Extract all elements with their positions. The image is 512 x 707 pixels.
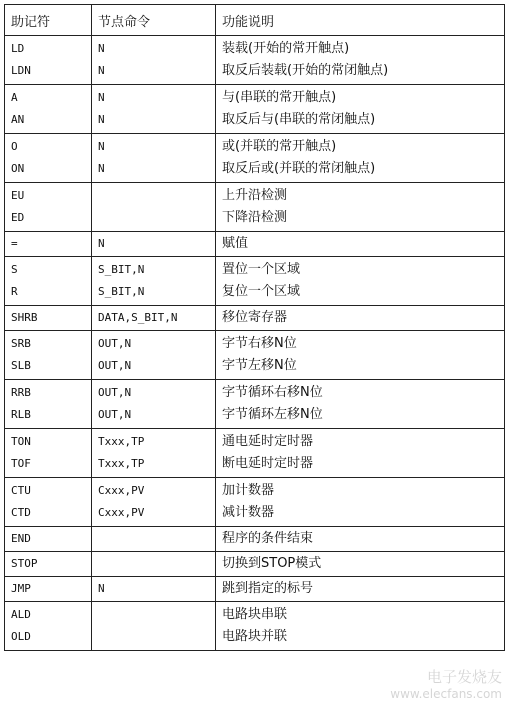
function-text: 加计数器	[222, 483, 275, 498]
table-row	[5, 577, 505, 602]
node-command-text: N	[98, 582, 105, 595]
table-row	[5, 331, 505, 380]
function-cell	[216, 257, 505, 306]
mnemonic-text: ED	[11, 211, 25, 224]
watermark-name: 电子发烧友	[426, 668, 502, 686]
header-node-command: 节点命令	[92, 5, 216, 36]
mnemonic-text: TON	[11, 435, 31, 448]
function-text: 字节循环左移N位	[222, 407, 323, 422]
node-command-cell	[92, 183, 216, 232]
function-text: 或(并联的常开触点)	[222, 139, 337, 154]
function-text: 装载(开始的常开触点)	[222, 41, 350, 56]
node-command-text: Cxxx,PV	[98, 484, 145, 497]
function-text: 电路块并联	[222, 629, 288, 644]
function-text: 跳到指定的标号	[222, 581, 314, 596]
mnemonic-cell	[5, 306, 92, 331]
function-text: 与(串联的常开触点)	[222, 90, 337, 105]
node-command-cell	[92, 527, 216, 552]
function-text: 字节右移N位	[222, 336, 297, 351]
function-text: 移位寄存器	[222, 310, 288, 325]
function-text: 电路块串联	[222, 607, 288, 622]
table-row	[5, 602, 505, 651]
mnemonic-text: O	[11, 140, 18, 153]
mnemonic-text: S	[11, 263, 18, 276]
node-command-cell	[92, 552, 216, 577]
mnemonic-cell	[5, 577, 92, 602]
mnemonic-cell	[5, 134, 92, 183]
function-text: 下降沿检测	[222, 210, 288, 225]
mnemonic-text: SRB	[11, 337, 31, 350]
mnemonic-text: TOF	[11, 457, 31, 470]
node-command-cell	[92, 577, 216, 602]
node-command-text: N	[98, 162, 105, 175]
node-command-text: N	[98, 42, 105, 55]
node-command-text: N	[98, 91, 105, 104]
node-command-cell	[92, 331, 216, 380]
node-command-cell	[92, 85, 216, 134]
node-command-text: OUT,N	[98, 408, 132, 421]
function-cell	[216, 380, 505, 429]
mnemonic-cell	[5, 257, 92, 306]
mnemonic-text: AN	[11, 113, 25, 126]
node-command-text: N	[98, 113, 105, 126]
mnemonic-text: A	[11, 91, 18, 104]
table-row	[5, 232, 505, 257]
function-text: 切换到STOP模式	[222, 556, 322, 571]
watermark	[390, 666, 502, 701]
table-row	[5, 85, 505, 134]
function-text: 程序的条件结束	[222, 531, 314, 546]
header-mnemonic: 助记符	[5, 5, 92, 36]
mnemonic-cell	[5, 478, 92, 527]
mnemonic-cell	[5, 429, 92, 478]
node-command-text: DATA,S_BIT,N	[98, 311, 178, 324]
node-command-cell	[92, 602, 216, 651]
table-row	[5, 306, 505, 331]
table-row	[5, 552, 505, 577]
table-row	[5, 429, 505, 478]
table-row	[5, 36, 505, 85]
mnemonic-cell	[5, 602, 92, 651]
mnemonic-text: LD	[11, 42, 25, 55]
mnemonic-cell	[5, 552, 92, 577]
table-row	[5, 257, 505, 306]
mnemonic-text: =	[11, 237, 18, 250]
function-text: 赋值	[222, 236, 249, 251]
function-cell	[216, 183, 505, 232]
mnemonic-text: RRB	[11, 386, 31, 399]
node-command-cell	[92, 36, 216, 85]
mnemonic-text: CTU	[11, 484, 31, 497]
mnemonic-cell	[5, 331, 92, 380]
function-cell	[216, 331, 505, 380]
mnemonic-cell	[5, 380, 92, 429]
mnemonic-cell	[5, 527, 92, 552]
function-cell	[216, 527, 505, 552]
node-command-text: N	[98, 64, 105, 77]
function-cell	[216, 478, 505, 527]
instruction-table	[4, 4, 505, 651]
node-command-cell	[92, 257, 216, 306]
function-text: 字节循环右移N位	[222, 385, 323, 400]
function-text: 复位一个区域	[222, 284, 301, 299]
mnemonic-text: STOP	[11, 557, 38, 570]
function-cell	[216, 306, 505, 331]
function-cell	[216, 36, 505, 85]
node-command-text: Txxx,TP	[98, 435, 145, 448]
table-row	[5, 134, 505, 183]
mnemonic-cell	[5, 183, 92, 232]
node-command-cell	[92, 429, 216, 478]
function-text: 上升沿检测	[222, 188, 288, 203]
mnemonic-text: SLB	[11, 359, 31, 372]
function-cell	[216, 85, 505, 134]
function-cell	[216, 602, 505, 651]
node-command-text: N	[98, 140, 105, 153]
mnemonic-text: ALD	[11, 608, 31, 621]
node-command-text: OUT,N	[98, 386, 132, 399]
function-text: 断电延时定时器	[222, 456, 314, 471]
function-text: 通电延时定时器	[222, 434, 314, 449]
table-body	[5, 36, 505, 651]
node-command-cell	[92, 478, 216, 527]
node-command-cell	[92, 306, 216, 331]
node-command-text: Cxxx,PV	[98, 506, 145, 519]
mnemonic-text: LDN	[11, 64, 31, 77]
function-cell	[216, 232, 505, 257]
node-command-text: Txxx,TP	[98, 457, 145, 470]
mnemonic-text: OLD	[11, 630, 31, 643]
table-row	[5, 478, 505, 527]
node-command-cell	[92, 232, 216, 257]
node-command-cell	[92, 134, 216, 183]
function-text: 置位一个区域	[222, 262, 301, 277]
function-text: 字节左移N位	[222, 358, 297, 373]
function-text: 取反后或(并联的常闭触点)	[222, 161, 376, 176]
mnemonic-cell	[5, 36, 92, 85]
watermark-url: www.elecfans.com	[390, 687, 502, 701]
function-text: 取反后与(串联的常闭触点)	[222, 112, 376, 127]
mnemonic-text: CTD	[11, 506, 31, 519]
mnemonic-text: EU	[11, 189, 25, 202]
table-row	[5, 380, 505, 429]
node-command-text: S_BIT,N	[98, 263, 145, 276]
node-command-text: S_BIT,N	[98, 285, 145, 298]
function-cell	[216, 552, 505, 577]
header-row	[5, 5, 505, 36]
function-text: 取反后装载(开始的常闭触点)	[222, 63, 389, 78]
table-row	[5, 527, 505, 552]
mnemonic-text: JMP	[11, 582, 31, 595]
mnemonic-cell	[5, 232, 92, 257]
table-row	[5, 183, 505, 232]
function-cell	[216, 577, 505, 602]
mnemonic-cell	[5, 85, 92, 134]
mnemonic-text: ON	[11, 162, 25, 175]
mnemonic-text: R	[11, 285, 18, 298]
function-cell	[216, 429, 505, 478]
function-text: 减计数器	[222, 505, 275, 520]
mnemonic-text: RLB	[11, 408, 31, 421]
header-function: 功能说明	[216, 5, 505, 36]
node-command-text: OUT,N	[98, 359, 132, 372]
node-command-cell	[92, 380, 216, 429]
mnemonic-text: END	[11, 532, 31, 545]
node-command-text: OUT,N	[98, 337, 132, 350]
node-command-text: N	[98, 237, 105, 250]
mnemonic-text: SHRB	[11, 311, 38, 324]
function-cell	[216, 134, 505, 183]
